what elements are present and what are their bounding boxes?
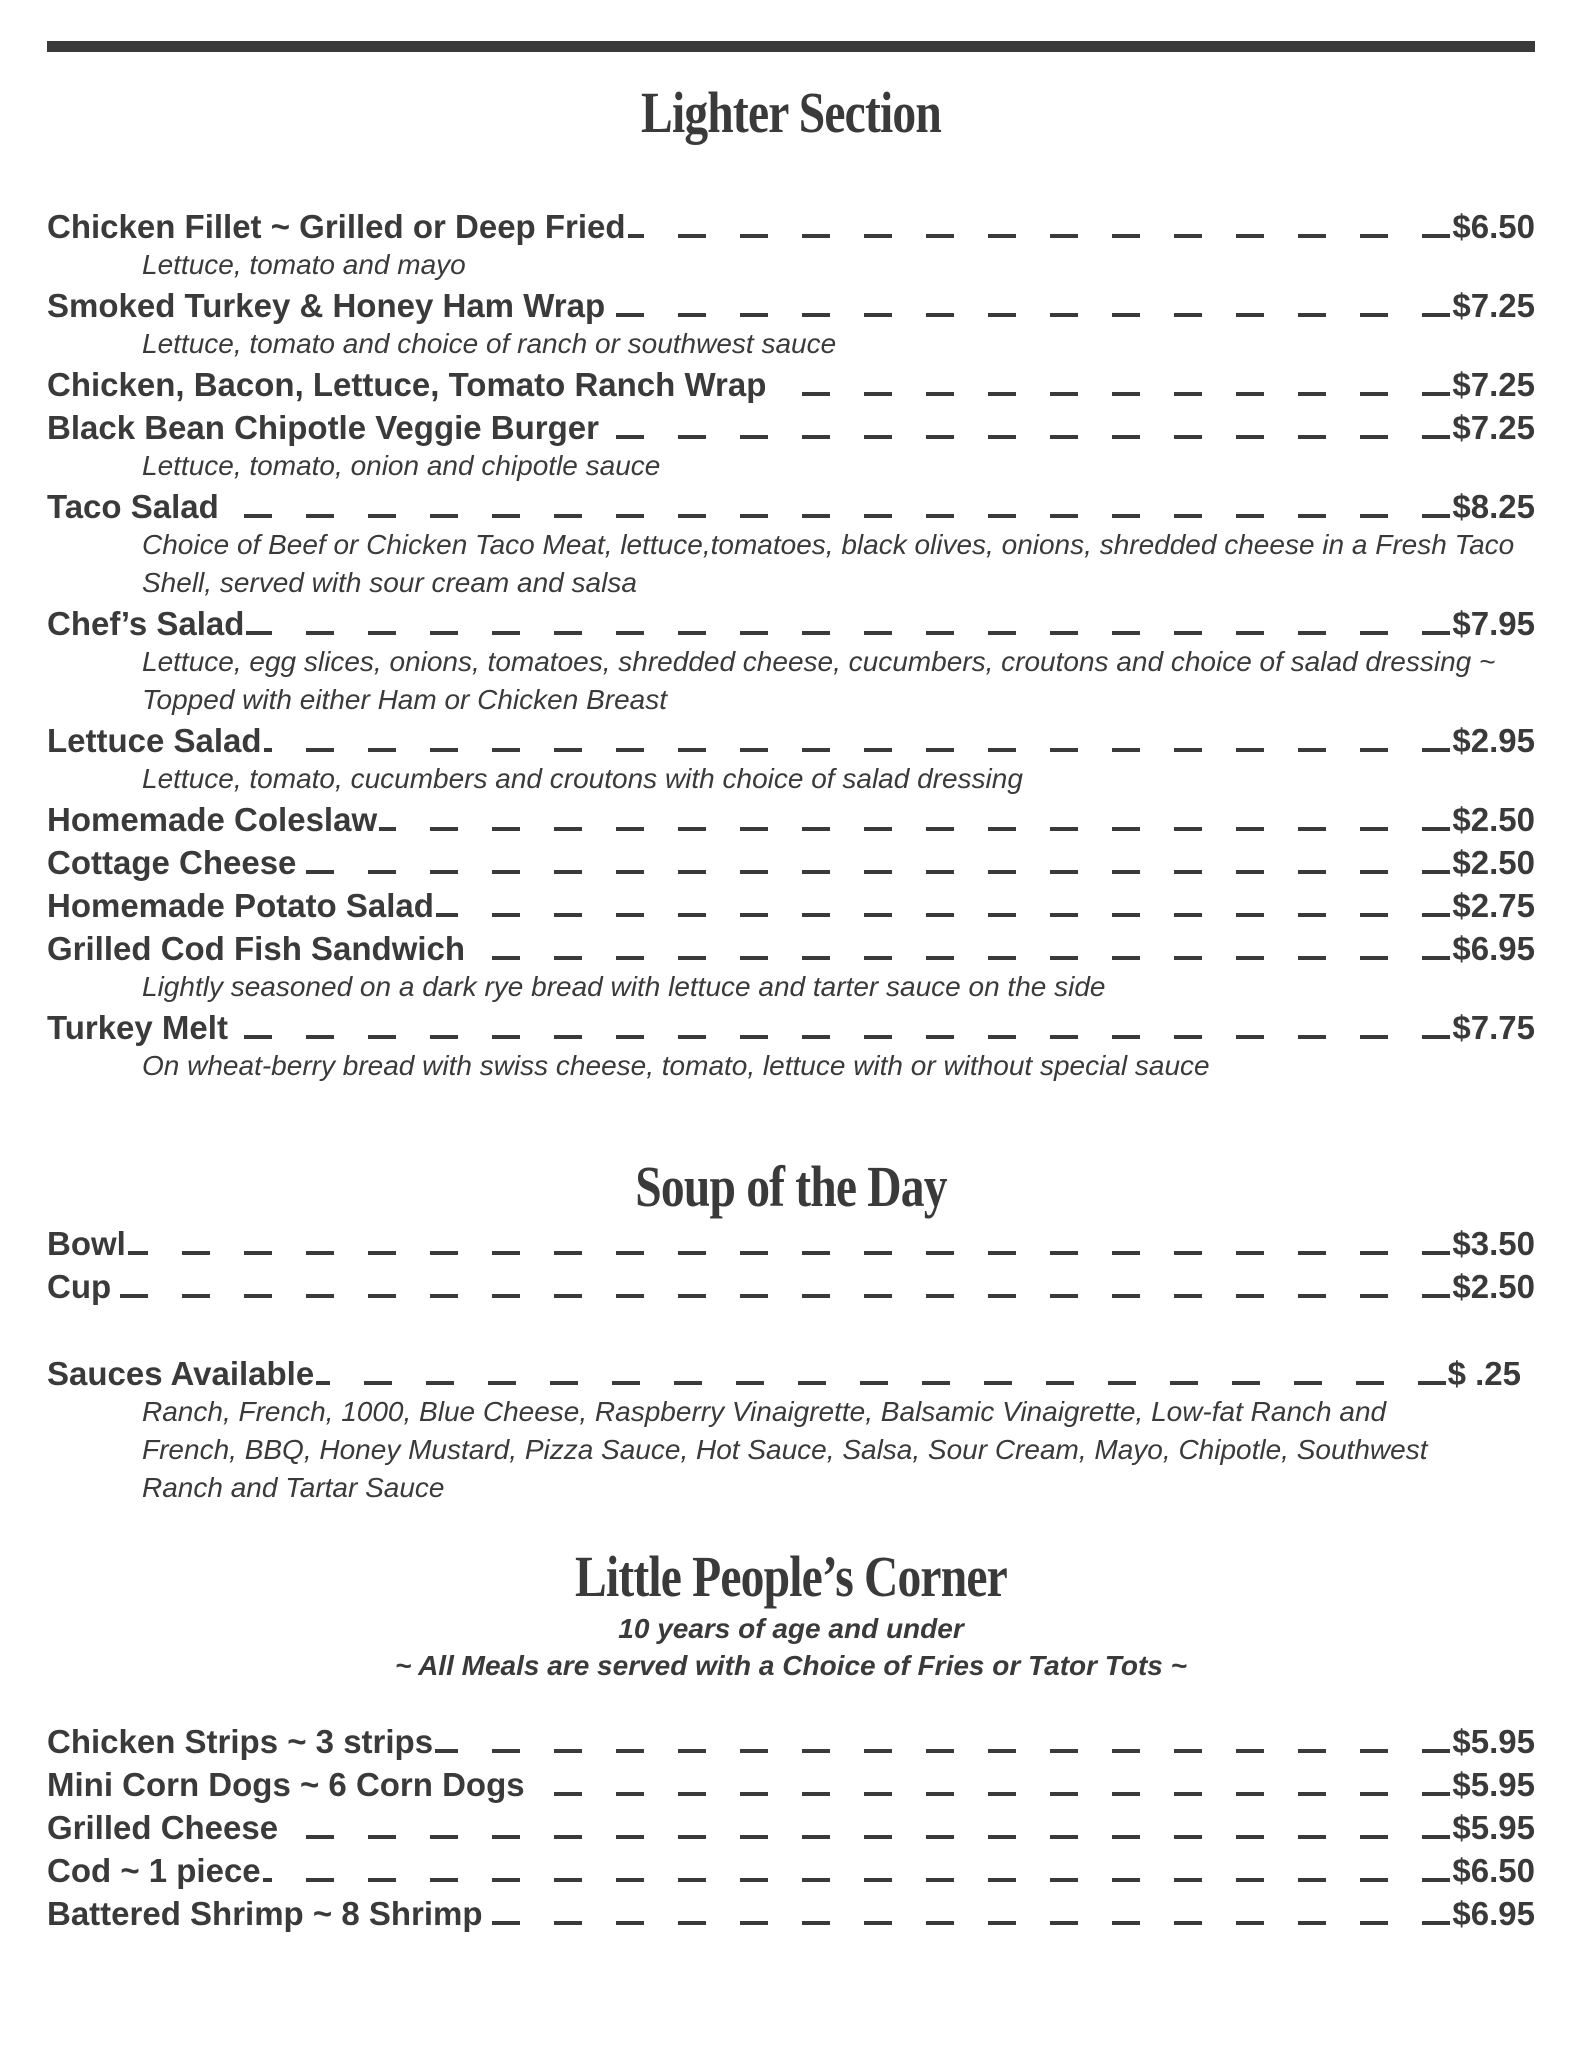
dash-leader — [230, 1035, 1450, 1039]
item-description: Lettuce, tomato, onion and chipotle sauce — [142, 450, 661, 481]
dash-leader — [379, 827, 1450, 831]
menu-item — [47, 1849, 1535, 1892]
soup-section-list — [47, 1222, 1535, 1308]
menu-item — [47, 841, 1535, 884]
item-name: Black Bean Chipotle Veggie Burger — [47, 409, 599, 446]
item-description: Lettuce, tomato and mayo — [142, 249, 466, 280]
kids-section-list — [47, 1720, 1535, 1935]
item-price: $2.95 — [1452, 722, 1535, 759]
item-name: Grilled Cheese — [47, 1809, 279, 1846]
dash-leader — [768, 392, 1450, 396]
menu-item — [47, 1892, 1535, 1935]
menu-item — [47, 284, 1535, 327]
lighter-section-list — [47, 205, 1535, 1085]
item-name: Cod ~ 1 piece — [47, 1852, 261, 1889]
item-price: $7.95 — [1452, 605, 1535, 642]
item-name: Smoked Turkey & Honey Ham Wrap — [47, 287, 606, 324]
menu-item — [47, 1352, 1535, 1395]
dash-leader — [316, 1381, 1445, 1385]
menu-item — [47, 1806, 1535, 1849]
item-name: Chef’s Salad — [47, 605, 245, 642]
item-price: $7.25 — [1452, 366, 1535, 403]
item-price: $6.50 — [1452, 1852, 1535, 1889]
item-price: $2.50 — [1452, 801, 1535, 838]
menu-item — [47, 1763, 1535, 1806]
item-description: Choice of Beef or Chicken Taco Meat, lettuce,tomatoes, black olives, onions, shredded cheese in a Fresh Taco Shell, served with sour cream and salsa — [142, 529, 1515, 598]
dash-leader — [527, 1792, 1451, 1796]
item-name: Sauces Available — [47, 1355, 315, 1392]
item-price: $7.25 — [1452, 287, 1535, 324]
item-price: $6.95 — [1452, 930, 1535, 967]
item-price: $7.25 — [1452, 409, 1535, 446]
dash-leader — [280, 1835, 1450, 1839]
item-price: $3.50 — [1452, 1225, 1535, 1262]
top-rule — [47, 41, 1535, 52]
kids-sides-note: ~ All Meals are served with a Choice of Fries or Tator Tots ~ — [394, 1650, 1187, 1681]
menu-item — [47, 798, 1535, 841]
item-description: Lettuce, tomato, cucumbers and croutons with choice of salad dressing — [142, 763, 1023, 794]
menu-item — [47, 1006, 1535, 1049]
item-price: $5.95 — [1452, 1766, 1535, 1803]
item-price: $5.95 — [1452, 1723, 1535, 1760]
item-description: Ranch, French, 1000, Blue Cheese, Raspberry Vinaigrette, Balsamic Vinaigrette, Low-fat Ranch and French, BBQ, Honey Mustard, Pizza Sauce, Hot Sauce, Salsa, Sour Cream, Mayo, Chipotle, Southwest Ranch and Tartar Sauce — [142, 1396, 1428, 1503]
item-name: Bowl — [47, 1225, 126, 1262]
item-name: Homemade Coleslaw — [47, 801, 378, 838]
item-price: $8.25 — [1452, 488, 1535, 525]
kids-section-notes — [47, 1610, 1535, 1684]
menu-item — [47, 406, 1535, 449]
menu-item — [47, 602, 1535, 645]
item-name: Cup — [47, 1268, 112, 1305]
item-name: Turkey Melt — [47, 1009, 228, 1046]
sauces-block — [47, 1352, 1535, 1507]
dash-leader — [221, 514, 1451, 518]
item-price: $2.50 — [1452, 1268, 1535, 1305]
item-name: Battered Shrimp ~ 8 Shrimp — [47, 1895, 483, 1932]
dash-leader — [264, 748, 1451, 752]
item-price: $7.75 — [1452, 1009, 1535, 1046]
dash-leader — [467, 956, 1450, 960]
menu-item — [47, 1720, 1535, 1763]
item-price: $6.50 — [1452, 208, 1535, 245]
item-price: $6.95 — [1452, 1895, 1535, 1932]
menu-item — [47, 1265, 1535, 1308]
item-name: Chicken, Bacon, Lettuce, Tomato Ranch Wrap — [47, 366, 767, 403]
item-name: Mini Corn Dogs ~ 6 Corn Dogs — [47, 1766, 525, 1803]
dash-leader — [485, 1921, 1451, 1925]
item-description: Lettuce, egg slices, onions, tomatoes, shredded cheese, cucumbers, croutons and choice of salad dressing ~ Topped with either Ham or Chicken Breast — [142, 646, 1496, 715]
dash-leader — [128, 1251, 1451, 1255]
item-name: Lettuce Salad — [47, 722, 262, 759]
dash-leader — [436, 913, 1450, 917]
item-description: Lettuce, tomato and choice of ranch or southwest sauce — [142, 328, 837, 359]
item-price: $5.95 — [1452, 1809, 1535, 1846]
dash-leader — [113, 1294, 1450, 1298]
item-name: Chicken Strips ~ 3 strips — [47, 1723, 434, 1760]
dash-leader — [601, 435, 1450, 439]
item-name: Cottage Cheese — [47, 844, 297, 881]
item-description: On wheat-berry bread with swiss cheese, tomato, lettuce with or without special sauce — [142, 1050, 1210, 1081]
dash-leader — [607, 313, 1450, 317]
item-name: Homemade Potato Salad — [47, 887, 434, 924]
item-price: $2.75 — [1452, 887, 1535, 924]
item-description: Lightly seasoned on a dark rye bread with lettuce and tarter sauce on the side — [142, 971, 1106, 1002]
menu-item — [47, 927, 1535, 970]
menu-item — [47, 363, 1535, 406]
dash-leader — [246, 631, 1450, 635]
dash-leader — [263, 1878, 1451, 1882]
kids-age-note: 10 years of age and under — [618, 1613, 964, 1644]
lighter-section-title: Lighter Section — [641, 80, 941, 145]
item-price: $ .25 — [1447, 1355, 1521, 1392]
menu-item — [47, 1222, 1535, 1265]
menu-item — [47, 205, 1535, 248]
kids-section-title: Little People’s Corner — [575, 1544, 1007, 1609]
item-price: $2.50 — [1452, 844, 1535, 881]
item-name: Chicken Fillet ~ Grilled or Deep Fried — [47, 208, 626, 245]
item-name: Grilled Cod Fish Sandwich — [47, 930, 466, 967]
item-name: Taco Salad — [47, 488, 219, 525]
dash-leader — [435, 1749, 1450, 1753]
dash-leader — [628, 234, 1451, 238]
menu-item — [47, 884, 1535, 927]
menu-item — [47, 719, 1535, 762]
dash-leader — [298, 870, 1450, 874]
soup-section-title: Soup of the Day — [635, 1154, 947, 1219]
menu-item — [47, 485, 1535, 528]
